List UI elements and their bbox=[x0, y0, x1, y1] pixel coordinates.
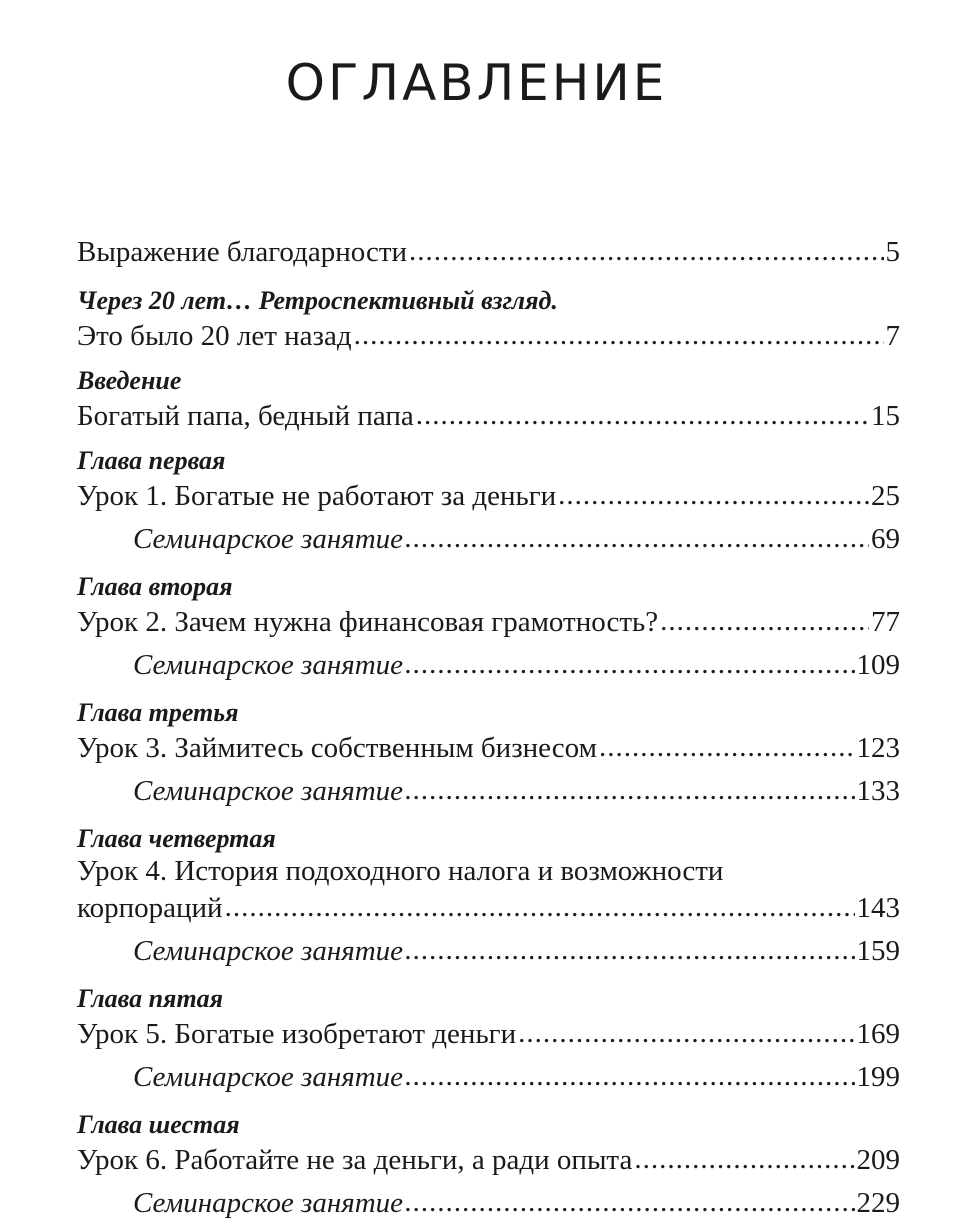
chapter-heading: Глава вторая bbox=[77, 572, 233, 601]
dot-leader bbox=[405, 767, 854, 813]
toc-entry-introduction[interactable] bbox=[77, 396, 900, 436]
toc-entry-label: Урок 3. Займитесь собственным бизнесом bbox=[77, 732, 597, 764]
toc-entry-label: Урок 2. Зачем нужна финансовая грамотность? bbox=[77, 606, 659, 638]
toc-entry-label: Это было 20 лет назад bbox=[77, 320, 352, 352]
chapter-heading: Глава шестая bbox=[77, 1110, 240, 1139]
toc-entry-label: Богатый папа, бедный папа bbox=[77, 400, 414, 432]
dot-leader bbox=[518, 1013, 854, 1053]
chapter-heading: Глава четвертая bbox=[77, 824, 276, 853]
toc-entry-label: Урок 1. Богатые не работают за деньги bbox=[77, 480, 557, 512]
dot-leader bbox=[405, 1179, 854, 1225]
toc-page-number: 209 bbox=[856, 1144, 900, 1176]
dot-leader bbox=[354, 315, 884, 355]
dot-leader bbox=[405, 641, 854, 687]
toc-page-number: 169 bbox=[856, 1018, 900, 1050]
toc-page-number: 229 bbox=[856, 1187, 900, 1219]
toc-entry-seminar[interactable] bbox=[77, 768, 900, 814]
section-heading: Введение bbox=[77, 366, 182, 395]
toc-chapter-3 bbox=[77, 698, 900, 814]
toc-entry-label: корпораций bbox=[77, 892, 223, 924]
toc-entry-label: Семинарское занятие bbox=[133, 775, 404, 807]
dot-leader bbox=[405, 515, 869, 561]
toc-entry-seminar[interactable] bbox=[77, 516, 900, 562]
toc-entry-seminar[interactable] bbox=[77, 642, 900, 688]
toc-chapter-2 bbox=[77, 572, 900, 688]
toc-entry-seminar[interactable] bbox=[77, 1054, 900, 1100]
toc-entry-label: Семинарское занятие bbox=[133, 1187, 404, 1219]
toc-page-number: 123 bbox=[856, 732, 900, 764]
toc-page-number: 109 bbox=[856, 649, 900, 681]
toc-section-retrospective bbox=[77, 286, 900, 356]
chapter-heading: Глава пятая bbox=[77, 984, 224, 1013]
toc-entry-lesson[interactable] bbox=[77, 602, 900, 642]
dot-leader bbox=[405, 927, 854, 973]
toc-entry-retrospective[interactable] bbox=[77, 316, 900, 356]
toc-entry-seminar[interactable] bbox=[77, 928, 900, 974]
toc-chapter-5 bbox=[77, 984, 900, 1100]
toc-entry-lesson[interactable] bbox=[77, 1140, 900, 1180]
toc-page-number: 133 bbox=[856, 775, 900, 807]
section-heading: Через 20 лет… Ретроспективный взгляд. bbox=[77, 286, 558, 315]
toc-entry-label: Семинарское занятие bbox=[133, 523, 404, 555]
dot-leader bbox=[225, 887, 855, 927]
toc-page-number: 15 bbox=[871, 400, 900, 432]
chapter-heading: Глава первая bbox=[77, 446, 226, 475]
dot-leader bbox=[409, 231, 883, 271]
toc-entry-acknowledgements[interactable] bbox=[77, 232, 900, 272]
toc-entry-label: Урок 6. Работайте не за деньги, а ради опыта bbox=[77, 1144, 633, 1176]
toc-entry-lesson[interactable] bbox=[77, 476, 900, 516]
toc-entry-lesson[interactable] bbox=[77, 888, 900, 928]
toc-entry-seminar[interactable] bbox=[77, 1180, 900, 1226]
toc-page-number: 7 bbox=[885, 320, 900, 352]
toc-entry-label: Семинарское занятие bbox=[133, 649, 404, 681]
dot-leader bbox=[405, 1053, 854, 1099]
toc-page-number: 69 bbox=[871, 523, 900, 555]
dot-leader bbox=[634, 1139, 854, 1179]
toc-entry-label: Урок 5. Богатые изобретают деньги bbox=[77, 1018, 517, 1050]
page-title: ОГЛАВЛЕНИЕ bbox=[285, 54, 668, 112]
toc-chapter-6 bbox=[77, 1110, 900, 1226]
toc-page-number: 77 bbox=[871, 606, 900, 638]
toc-page-number: 143 bbox=[856, 892, 900, 924]
toc-page-number: 159 bbox=[856, 935, 900, 967]
toc-entry-label: Семинарское занятие bbox=[133, 1061, 404, 1093]
dot-leader bbox=[558, 475, 869, 515]
toc-chapter-1 bbox=[77, 446, 900, 562]
dot-leader bbox=[660, 601, 869, 641]
toc-section-introduction bbox=[77, 366, 900, 436]
toc-entry-label: Выражение благодарности bbox=[77, 236, 408, 268]
toc-chapter-4 bbox=[77, 824, 900, 974]
toc-page-number: 25 bbox=[871, 480, 900, 512]
toc-page-number: 5 bbox=[885, 236, 900, 268]
dot-leader bbox=[416, 395, 869, 435]
toc-entry-lesson[interactable] bbox=[77, 728, 900, 768]
dot-leader bbox=[599, 727, 855, 767]
chapter-heading: Глава третья bbox=[77, 698, 239, 727]
toc-entry-lesson-line-1[interactable]: Урок 4. История подоходного налога и возможности bbox=[77, 855, 724, 887]
toc-entry-lesson[interactable] bbox=[77, 1014, 900, 1054]
toc-section-acknowledgements bbox=[77, 232, 900, 272]
table-of-contents bbox=[77, 232, 900, 1226]
toc-page-number: 199 bbox=[856, 1061, 900, 1093]
toc-entry-label: Семинарское занятие bbox=[133, 935, 404, 967]
